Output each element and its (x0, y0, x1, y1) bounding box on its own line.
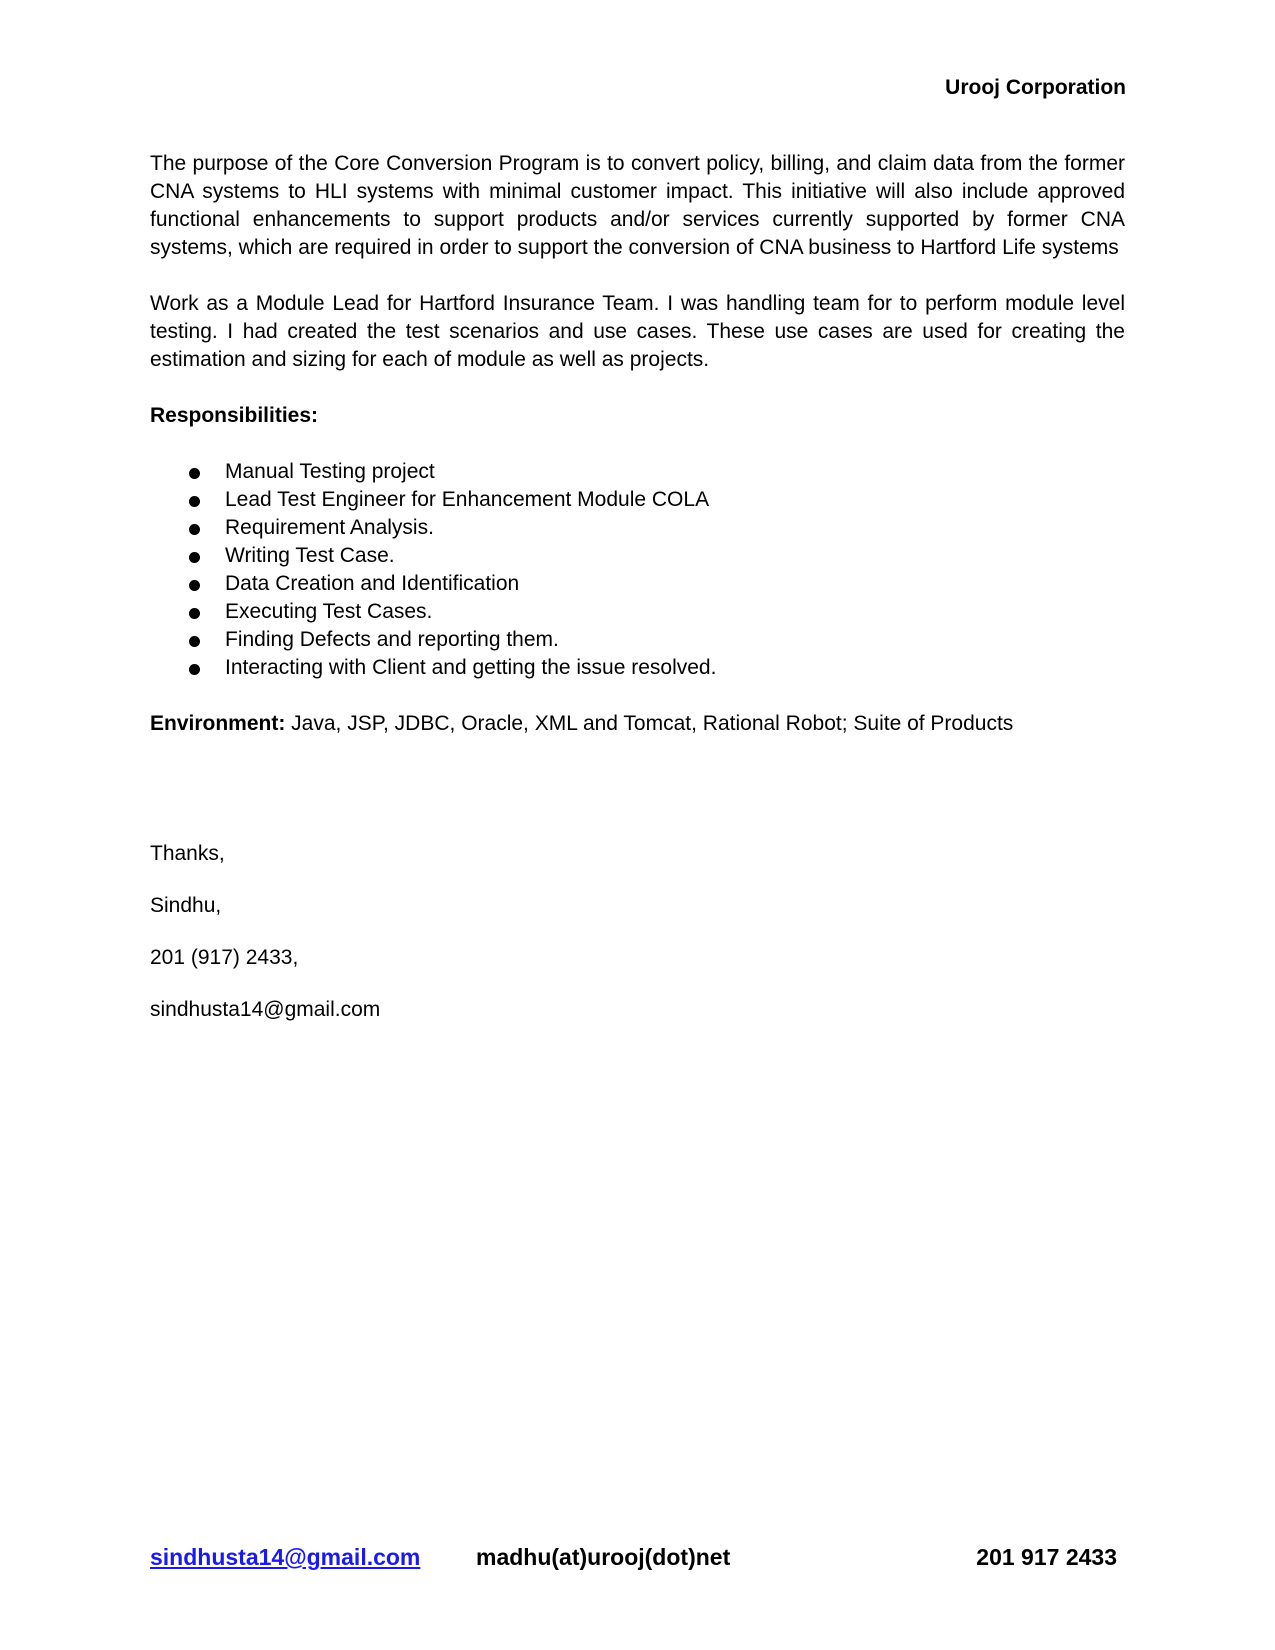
company-name: Urooj Corporation (945, 76, 1126, 99)
bullet-icon (189, 496, 200, 507)
list-item (150, 570, 1125, 598)
list-item-text: Finding Defects and reporting them. (225, 628, 559, 651)
responsibilities-list (150, 458, 1125, 682)
list-item-text: Executing Test Cases. (225, 600, 433, 623)
document-body (150, 150, 1125, 738)
list-item (150, 626, 1125, 654)
list-item (150, 542, 1125, 570)
bullet-icon (189, 636, 200, 647)
list-item (150, 598, 1125, 626)
bullet-icon (189, 524, 200, 535)
environment-value: Java, JSP, JDBC, Oracle, XML and Tomcat, Rational Robot; Suite of Products (285, 712, 1014, 735)
signature-name: Sindhu, (150, 894, 222, 917)
bullet-icon (189, 608, 200, 619)
list-item-text: Interacting with Client and getting the issue resolved. (225, 656, 717, 679)
footer-phone: 201 917 2433 (976, 1544, 1117, 1570)
signature-email: sindhusta14@gmail.com (150, 998, 381, 1021)
signature-phone: 201 (917) 2433, (150, 946, 299, 969)
list-item (150, 514, 1125, 542)
list-item (150, 654, 1125, 682)
list-item-text: Requirement Analysis. (225, 516, 434, 539)
list-item (150, 458, 1125, 486)
list-item-text: Manual Testing project (225, 460, 435, 483)
list-item (150, 486, 1125, 514)
bullet-icon (189, 468, 200, 479)
bullet-icon (189, 664, 200, 675)
footer-website: madhu(at)urooj(dot)net (476, 1544, 731, 1570)
responsibilities-heading: Responsibilities: (150, 404, 319, 427)
role-description: Work as a Module Lead for Hartford Insurance Team. I was handling team for to perform module level testing. I had created the test scenarios and use cases. These use cases are used for creating the estimation and sizing for each of module as well as projects. (150, 292, 1125, 371)
project-description: The purpose of the Core Conversion Program is to convert policy, billing, and claim data from the former CNA systems to HLI systems with minimal customer impact. This initiative will also include approved functional enhancements to support products and/or services currently supported by former CNA systems, which are required in order to support the conversion of CNA business to Hartford Life systems (150, 152, 1125, 259)
environment-line (150, 710, 1125, 738)
footer-email-link[interactable]: sindhusta14@gmail.com (150, 1544, 421, 1570)
list-item-text: Writing Test Case. (225, 544, 395, 567)
list-item-text: Data Creation and Identification (225, 572, 520, 595)
bullet-icon (189, 552, 200, 563)
signature-thanks: Thanks, (150, 842, 225, 865)
environment-label: Environment: (150, 712, 286, 735)
bullet-icon (189, 580, 200, 591)
list-item-text: Lead Test Engineer for Enhancement Module COLA (225, 488, 710, 511)
